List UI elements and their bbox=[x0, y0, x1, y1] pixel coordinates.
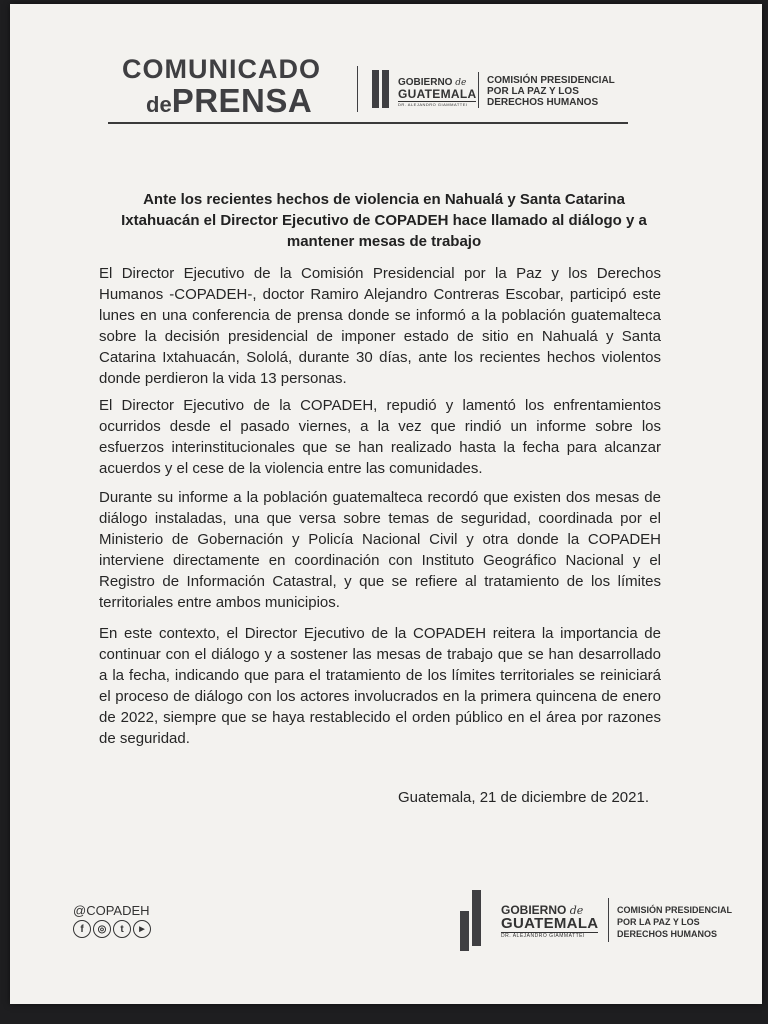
logo-title-prensa: PRENSA bbox=[171, 82, 313, 119]
footer-guatemala-bars-icon bbox=[460, 890, 484, 951]
guatemala-text: GUATEMALA bbox=[398, 87, 477, 101]
guatemala-bars-icon bbox=[372, 70, 392, 113]
paragraph-1: El Director Ejecutivo de la Comisión Presidencial por la Paz y los Derechos Humanos -COPADEH-, doctor Ramiro Alejandro Contreras Escobar, participó este lunes en una conferencia de prensa donde se informó a la población guatemalteca sobre la decisión presidencial de imponer estado de sitio en Nahualá y Santa Catarina Ixtahuacán, Sololá, durante 30 días, ante los recientes hechos violentos donde perdieron la vida 13 personas. bbox=[99, 265, 661, 387]
press-release-heading: Ante los recientes hechos de violencia en Nahualá y Santa Catarina Ixtahuacán el Director Ejecutivo de COPADEH hace llamado al diálogo y a mantener mesas de trabajo bbox=[121, 191, 647, 250]
commission-line1: COMISIÓN PRESIDENCIAL bbox=[487, 75, 615, 86]
instagram-icon[interactable]: ◎ bbox=[93, 920, 111, 938]
gobierno-de-text: de bbox=[455, 78, 467, 88]
social-handle: @COPADEH bbox=[73, 903, 150, 918]
logo-title-line1: COMUNICADO bbox=[122, 54, 321, 84]
footer-divider bbox=[608, 898, 609, 942]
paragraph-4: En este contexto, el Director Ejecutivo de la COPADEH reitera la importancia de continuar con el diálogo y a sostener las mesas de trabajo que se han desarrollado a la fecha, indicando que para el tratamiento de los límites territoriales se reiniciará el proceso de diálogo con los actores involucrados en la primera quincena de enero de 2022, siempre que se haya restablecido el orden público en el área por razones de seguridad. bbox=[99, 625, 661, 747]
logo-title-de: de bbox=[146, 92, 172, 117]
footer-gobierno-text: GOBIERNO bbox=[501, 903, 567, 917]
date-line: Guatemala, 21 de diciembre de 2021. bbox=[398, 789, 649, 806]
footer-gobierno-guatemala-logo bbox=[501, 904, 598, 939]
youtube-icon[interactable]: ▶ bbox=[133, 920, 151, 938]
footer-commission-line3: DERECHOS HUMANOS bbox=[617, 929, 718, 939]
footer-commission-name bbox=[617, 904, 732, 940]
commission-name bbox=[487, 75, 615, 108]
gobierno-text: GOBIERNO bbox=[398, 77, 453, 88]
footer-commission-line2: POR LA PAZ Y LOS bbox=[617, 917, 700, 927]
footer-guatemala-text: GUATEMALA bbox=[501, 915, 599, 932]
paragraph-2: El Director Ejecutivo de la COPADEH, repudió y lamentó los enfrentamientos ocurridos desde el pasado viernes, a la vez que rindió un informe sobre los esfuerzos interinstitucionales que se han realizado hasta la fecha para alcanzar acuerdos y el cese de la violencia entre las comunidades. bbox=[99, 397, 661, 477]
header-divider bbox=[357, 66, 358, 112]
facebook-icon[interactable]: f bbox=[73, 920, 91, 938]
header-divider-2 bbox=[478, 72, 479, 108]
gobierno-guatemala-logo bbox=[398, 78, 476, 107]
commission-line3: DERECHOS HUMANOS bbox=[487, 97, 599, 108]
social-icons bbox=[73, 920, 151, 938]
president-text: DR. ALEJANDRO GIAMMATTEI bbox=[398, 102, 468, 107]
twitter-icon[interactable]: t bbox=[113, 920, 131, 938]
footer-president-text: DR. ALEJANDRO GIAMMATTEI bbox=[501, 933, 585, 939]
paragraph-3: Durante su informe a la población guatemalteca recordó que existen dos mesas de diálogo instaladas, una que versa sobre temas de seguridad, coordinada por el Ministerio de Gobernación y Policía Nacional Civil y otra donde la COPADEH interviene directamente en coordinación con Instituto Geográfico Nacional y el Registro de Información Catastral, y que se refiere al tratamiento de los límites territoriales entre ambos municipios. bbox=[99, 489, 661, 611]
footer-commission-line1: COMISIÓN PRESIDENCIAL bbox=[617, 905, 733, 915]
comunicado-de-prensa-logo bbox=[122, 56, 321, 117]
commission-line2: POR LA PAZ Y LOS bbox=[487, 86, 579, 97]
header-rule bbox=[108, 122, 628, 124]
footer-gobierno-de-text: de bbox=[569, 904, 584, 917]
